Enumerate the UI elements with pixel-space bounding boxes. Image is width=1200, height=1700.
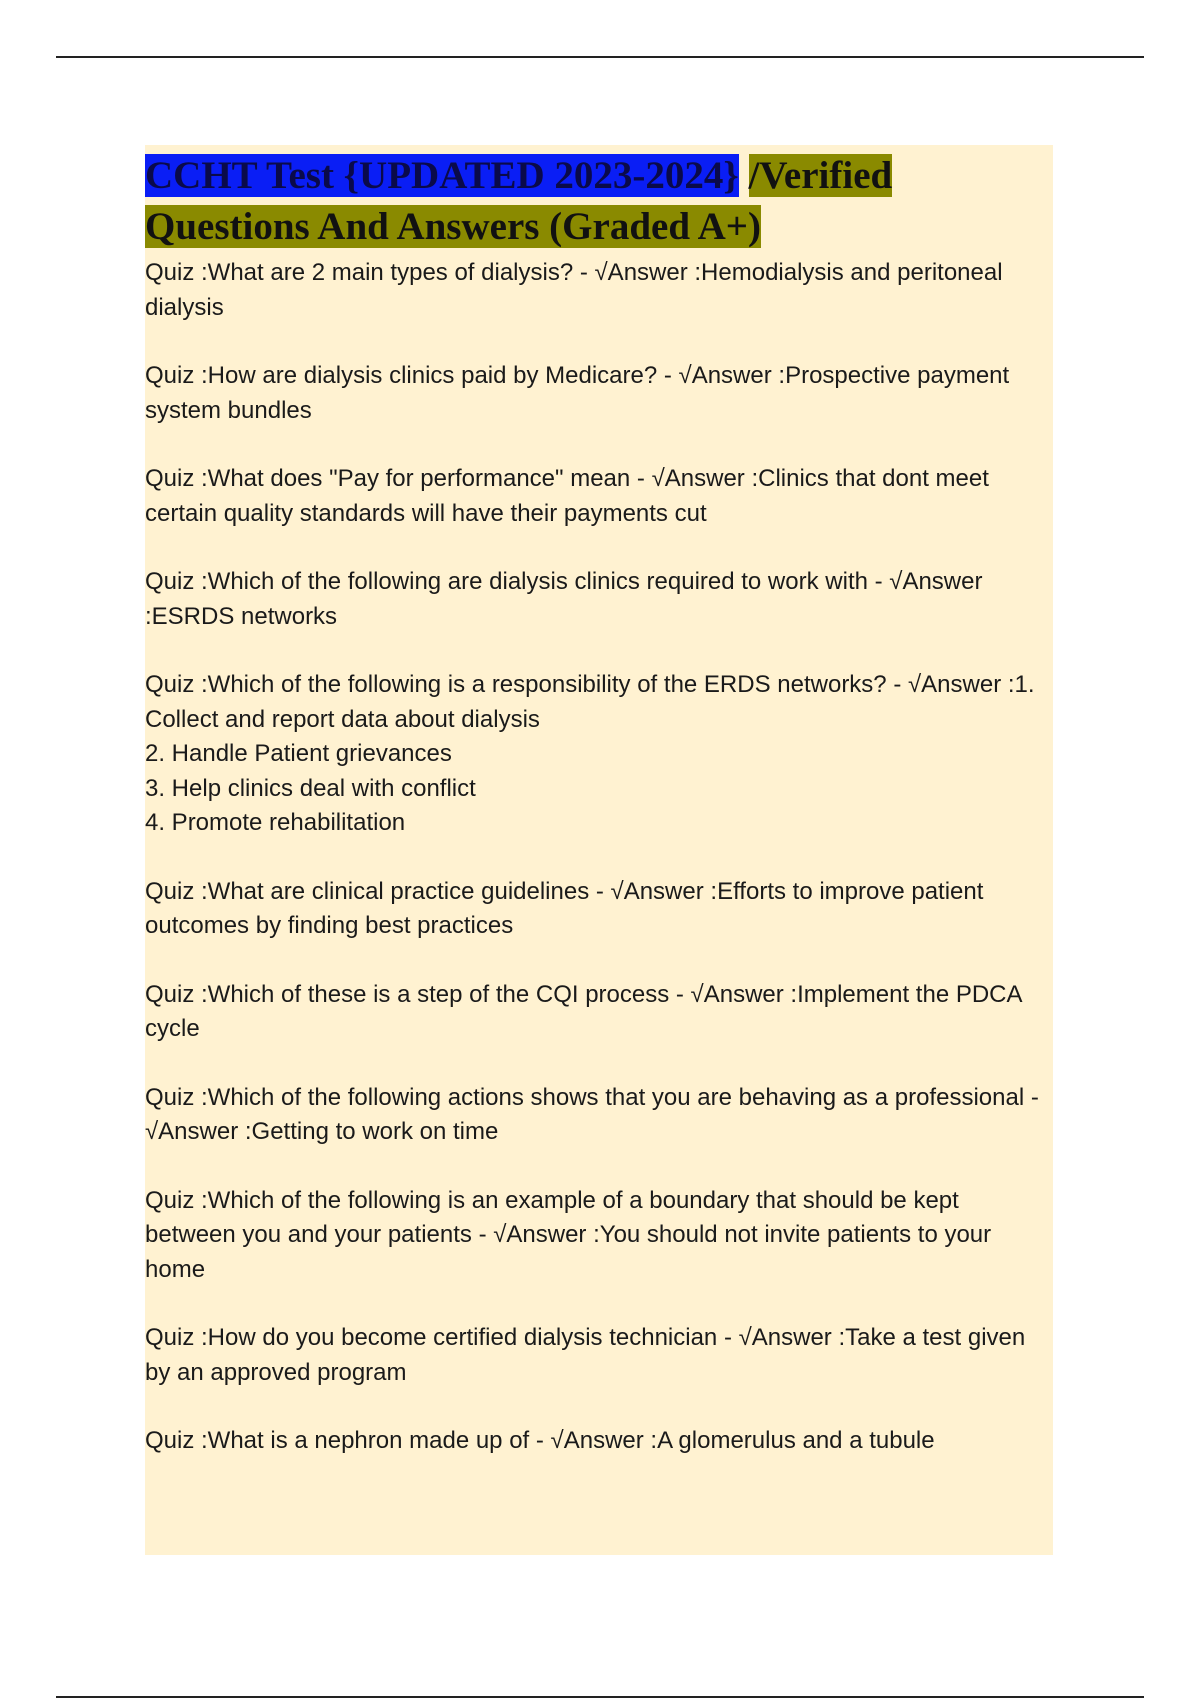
- qa-item: Quiz :What are clinical practice guidelines - √Answer :Efforts to improve patient outcomes by finding best practices: [145, 877, 984, 939]
- title-olive-highlight-1: /Verified: [748, 154, 893, 197]
- qa-item: Quiz :Which of these is a step of the CQI process - √Answer :Implement the PDCA cycle: [145, 980, 1022, 1042]
- qa-item: Quiz :How are dialysis clinics paid by Medicare? - √Answer :Prospective payment system bundles: [145, 362, 1010, 424]
- qa-item: Quiz :What are 2 main types of dialysis? - √Answer :Hemodialysis and peritoneal dialysis: [145, 259, 1003, 321]
- qa-item: Quiz :What does "Pay for performance" mean - √Answer :Clinics that dont meet certain quality standards will have their payments cut: [145, 465, 989, 527]
- qa-item: Quiz :Which of the following is an example of a boundary that should be kept between you and your patients - √Answer :You should not invite patients to your home: [145, 1186, 992, 1283]
- qa-item: Quiz :What is a nephron made up of - √Answer :A glomerulus and a tubule: [145, 1427, 935, 1454]
- top-rule-divider: [56, 56, 1144, 58]
- qa-item: Quiz :How do you become certified dialysis technician - √Answer :Take a test given by an approved program: [145, 1324, 1026, 1386]
- qa-item: Quiz :Which of the following actions shows that you are behaving as a professional - √Answer :Getting to work on time: [145, 1083, 1039, 1145]
- title-olive-highlight-2: Questions And Answers (Graded A+): [145, 205, 761, 248]
- qa-list: [145, 256, 1053, 1459]
- qa-item: Quiz :Which of the following are dialysis clinics required to work with - √Answer :ESRDS networks: [145, 568, 983, 630]
- content-area: [145, 145, 1053, 1555]
- document-title: [145, 150, 1053, 252]
- qa-item: Quiz :Which of the following is a responsibility of the ERDS networks? - √Answer :1. Collect and report data about dialysis 2. Handle Patient grievances 3. Help clinics deal with conflict 4. Promote rehabilitation: [145, 671, 1035, 836]
- bottom-rule-divider: [56, 1696, 1144, 1698]
- title-blue-highlight: CCHT Test {UPDATED 2023-2024}: [145, 154, 739, 197]
